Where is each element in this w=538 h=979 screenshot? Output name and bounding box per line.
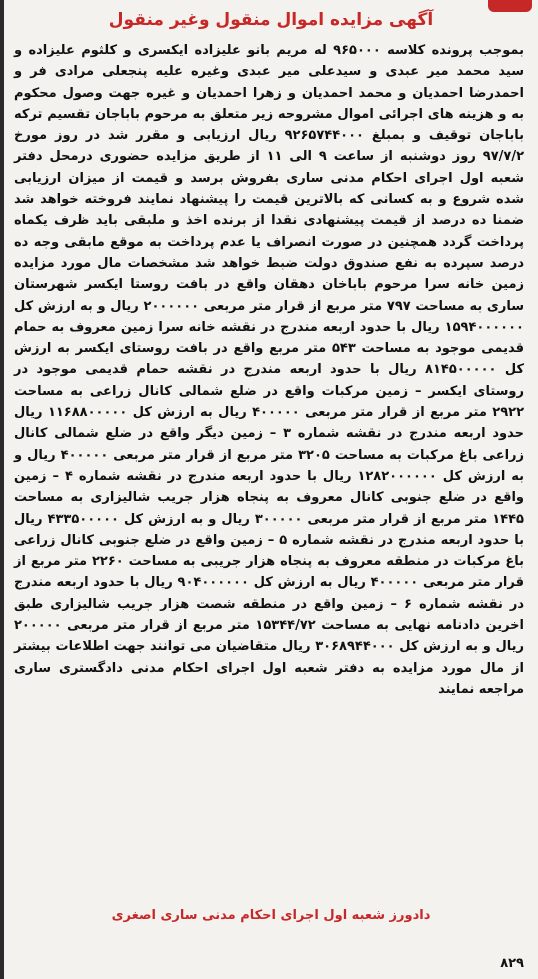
- page-number: ۸۲۹: [500, 956, 524, 971]
- notice-body: بموجب پرونده کلاسه ۹۶۵۰۰۰ له مریم بانو علیزاده ایکسری و کلثوم علیزاده و سید محمد میر عبدی و سیدعلی میر عبدی وغیره علیه پنجعلی مرادی فر و احمدرضا احمدیان و محمد احمدیان و زهرا احمدیان و غیره جهت وصول محکوم به و هزینه های اجرائی اموال مشروحه زیر متعلق به مرحوم باباجان تقسیم ترکه باباجان توقیف و بمبلغ ۹۲۶۵۷۴۴۰۰۰ ریال ارزیابی و مقرر شد در روز مورخ ۹۷/۷/۲ روز دوشنبه از ساعت ۹ الی ۱۱ از طریق مزایده حضوری درمحل دفتر شعبه اول اجرای احکام مدنی ساری بفروش برسد و قیمت از میزان ارزیابی شده شروع و به کسانی که بالاترین قیمت را پیشنهاد نمایند فروخته خواهد شد ضمنا ده درصد از قیمت پیشنهادی نقدا از برنده اخذ و ملبقی باید ظرف یکماه پرداخت گردد همچنین در صورت انصراف یا عدم پرداخت به موقع مابقی وجه ده درصد سپرده به نفع صندوق دولت ضبط خواهد شد مشخصات مال مورد مزایده زمین خانه سرا مرحوم باباخان دهقان واقع در بافت روستا ایکسر شهرستان ساری به مساحت ۷۹۷ متر مربع از قرار متر مربعی ۲۰۰۰۰۰۰ ریال و به ارزش کل ۱۵۹۴۰۰۰۰۰۰ ریال با حدود اربعه مندرج در نقشه خانه سرا زمین معروف به حمام قدیمی موجود به مساحت ۵۴۳ متر مربع واقع در بافت روستای ایکسر به ارزش کل ۸۱۴۵۰۰۰۰۰ ریال با حدود اربعه مندرج در نقشه حمام قدیمی موجود در روستای ایکسر – زمین مرکبات واقع در ضلع شمالی کانال زراعی به مساحت ۲۹۲۲ متر مربع از قرار متر مربعی ۴۰۰۰۰۰ ریال به ارزش کل ۱۱۶۸۸۰۰۰۰۰ ریال حدود اربعه مندرج در نقشه شماره ۳ – زمین دیگر واقع در ضلع شمالی کانال زراعی باغ مرکبات به مساحت ۳۲۰۵ متر مربع از قرار متر مربعی ۴۰۰۰۰۰ ریال و به ارزش کل ۱۲۸۲۰۰۰۰۰۰ ریال با حدود اربعه مندرج در نقشه شماره ۴ – زمین واقع در ضلع جنوبی کانال معروف به پنجاه هزار جریب شالیزاری به مساحت ۱۴۴۵ متر مربع از قرار متر مربعی ۳۰۰۰۰۰ ریال و به ارزش کل ۴۳۳۵۰۰۰۰۰ ریال با حدود اربعه مندرج در نقشه شماره ۵ – زمین واقع در ضلع جنوبی کانال زراعی باغ مرکبات در منطقه معروف به پنجاه هزار جریبی به مساحت ۲۲۶۰ متر مربع از قرار متر مربعی ۴۰۰۰۰۰ ریال به ارزش کل ۹۰۴۰۰۰۰۰۰ ریال با حدود اربعه مندرج در نقشه شماره ۶ – زمین واقع در منطقه شصت هزار جریب شالیزاری طبق اخرین دادنامه نهایی به مساحت ۱۵۳۴۴/۷۲ متر مربع از قرار متر مربعی ۲۰۰۰۰۰ ریال و به ارزش کل ۳۰۶۸۹۴۴۰۰۰ ریال متقاضیان می توانند جهت اطلاعات بیشتر از مال مورد مزایده به دفتر شعبه اول اجرای احکام مدنی دادگستری ساری مراجعه نمایند: [14, 43, 525, 697]
- notice-signature: دادورز شعبه اول اجرای احکام مدنی ساری اصغری: [111, 908, 431, 923]
- notice-title: آگهی مزایده اموال منقول وغیر منقول: [108, 10, 434, 30]
